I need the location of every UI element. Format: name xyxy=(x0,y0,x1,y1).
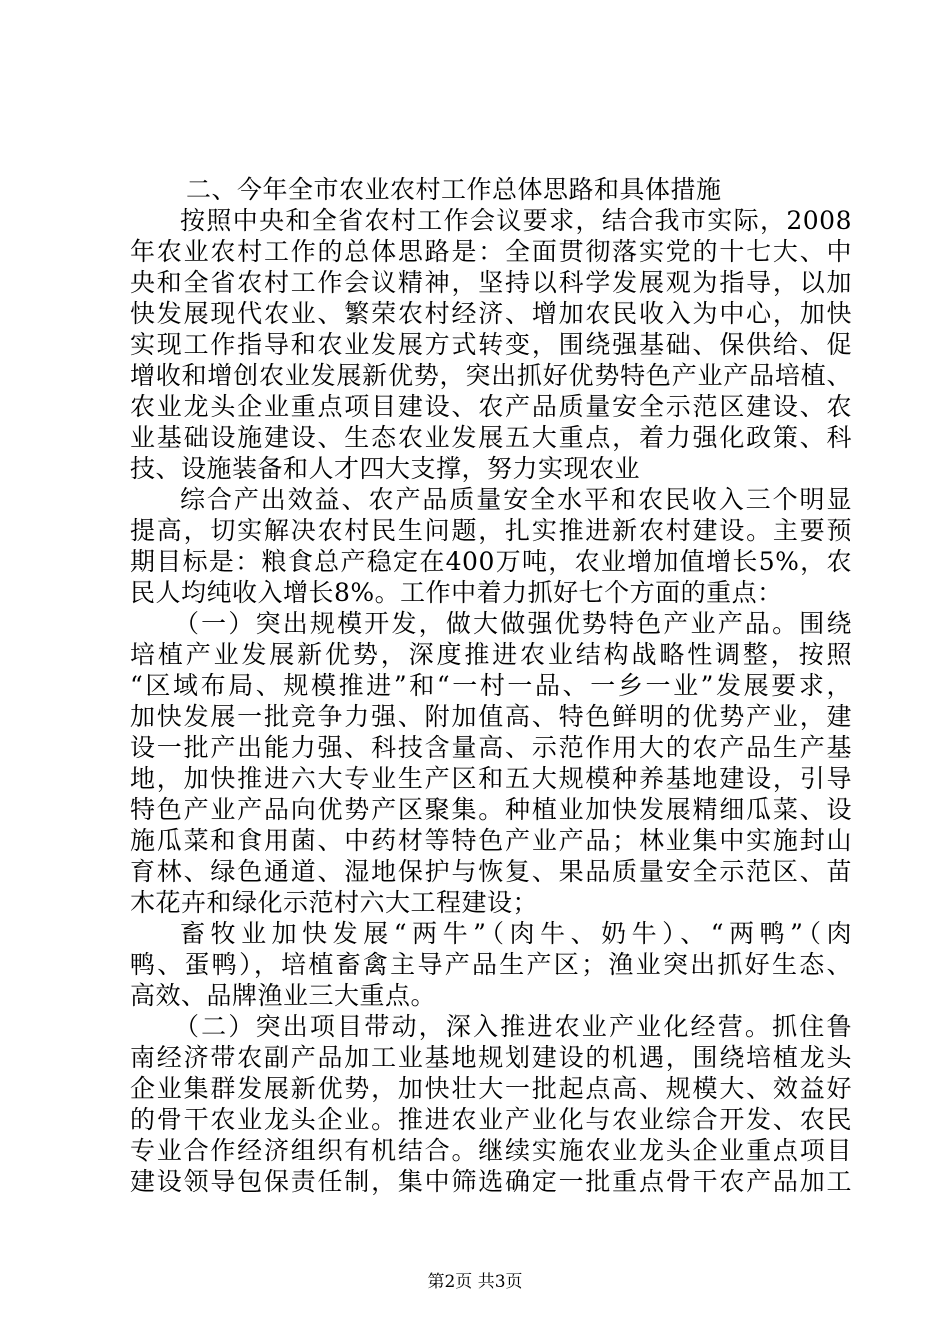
paragraph-line: 高效、品牌渔业三大重点。 xyxy=(130,981,437,1010)
paragraph-line: （二）突出项目带动，深入推进农业产业化经营。抓住鲁 xyxy=(174,1012,852,1041)
paragraph-line: 特色产业产品向优势产区聚集。种植业加快发展精细瓜菜、设 xyxy=(130,795,852,824)
paragraph-line: 畜牧业加快发展“两牛”（肉牛、奶牛）、“两鸭”（肉 xyxy=(180,919,852,948)
paragraph-line: 综合产出效益、农产品质量安全水平和农民收入三个明显 xyxy=(180,485,852,514)
paragraph-line: 加快发展一批竞争力强、附加值高、特色鲜明的优势产业，建 xyxy=(130,702,852,731)
paragraph-line: 农业龙头企业重点项目建设、农产品质量安全示范区建设、农 xyxy=(130,392,852,421)
paragraph-line: 增收和增创农业发展新优势，突出抓好优势特色产业产品培植、 xyxy=(130,361,852,390)
paragraph-line: 按照中央和全省农村工作会议要求，结合我市实际，2008 xyxy=(180,206,852,235)
paragraph-line: 央和全省农村工作会议精神，坚持以科学发展观为指导，以加 xyxy=(130,268,852,297)
paragraph-line: 年农业农村工作的总体思路是：全面贯彻落实党的十七大、中 xyxy=(130,237,852,266)
document-body xyxy=(130,174,852,1197)
paragraph-line: 实现工作指导和农业发展方式转变，围绕强基础、保供给、促 xyxy=(130,330,852,359)
paragraph-line: 民人均纯收入增长8%。工作中着力抓好七个方面的重点： xyxy=(130,578,783,607)
paragraph-line: 木花卉和绿化示范村六大工程建设； xyxy=(130,888,539,917)
paragraph-line: 设一批产出能力强、科技含量高、示范作用大的农产品生产基 xyxy=(130,733,852,762)
paragraph-line: （一）突出规模开发，做大做强优势特色产业产品。围绕 xyxy=(174,609,852,638)
paragraph-line: 快发展现代农业、繁荣农村经济、增加农民收入为中心，加快 xyxy=(130,299,852,328)
paragraph-line: 施瓜菜和食用菌、中药材等特色产业产品；林业集中实施封山 xyxy=(130,826,852,855)
paragraph-line: 提高，切实解决农村民生问题，扎实推进新农村建设。主要预 xyxy=(130,516,852,545)
paragraph-line: “区域布局、规模推进”和“一村一品、一乡一业”发展要求， xyxy=(130,671,852,700)
paragraph-line: 技、设施装备和人才四大支撑，努力实现农业 xyxy=(130,454,641,483)
paragraph-line: 地，加快推进六大专业生产区和五大规模种养基地建设，引导 xyxy=(130,764,852,793)
paragraph-line: 的骨干农业龙头企业。推进农业产业化与农业综合开发、农民 xyxy=(130,1105,852,1134)
paragraph-line: 育林、绿色通道、湿地保护与恢复、果品质量安全示范区、苗 xyxy=(130,857,852,886)
paragraph-line: 鸭、蛋鸭），培植畜禽主导产品生产区；渔业突出抓好生态、 xyxy=(130,950,852,979)
paragraph-line: 业基础设施建设、生态农业发展五大重点，着力强化政策、科 xyxy=(130,423,852,452)
paragraph-line: 建设领导包保责任制，集中筛选确定一批重点骨干农产品加工 xyxy=(130,1167,852,1196)
paragraph-line: 培植产业发展新优势，深度推进农业结构战略性调整，按照 xyxy=(130,640,852,669)
page-footer xyxy=(0,1272,950,1292)
paragraph-line: 南经济带农副产品加工业基地规划建设的机遇，围绕培植龙头 xyxy=(130,1043,852,1072)
section-heading: 二、今年全市农业农村工作总体思路和具体措施 xyxy=(186,175,722,204)
paragraph-line: 期目标是：粮食总产稳定在400万吨，农业增加值增长5%，农 xyxy=(130,547,852,576)
paragraph-line: 企业集群发展新优势，加快壮大一批起点高、规模大、效益好 xyxy=(130,1074,852,1103)
paragraph-line: 专业合作经济组织有机结合。继续实施农业龙头企业重点项目 xyxy=(130,1136,852,1165)
page-number-label: 第2页 共3页 xyxy=(427,1272,523,1292)
